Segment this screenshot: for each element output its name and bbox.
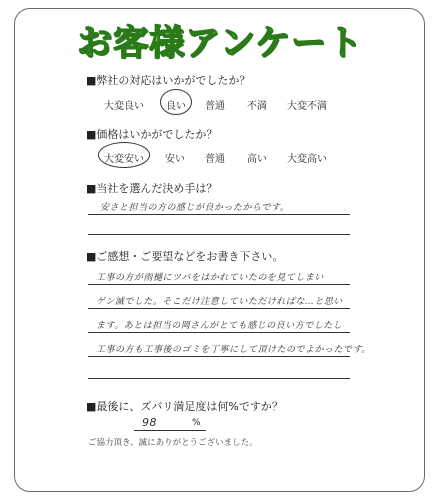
option-dissatisfied: 不満 — [247, 101, 267, 112]
survey-title: お客様アンケート — [77, 24, 364, 64]
answer-line — [88, 378, 350, 379]
option-good: 良い — [166, 101, 186, 112]
handwritten-line: 工事の方が雨樋にツバをはかれていたのを見てしまい — [96, 273, 324, 283]
answer-line — [88, 332, 350, 333]
handwritten-line: ゲン滅でした。そこだけ注意していただければな…と思い — [96, 297, 343, 307]
selected-circle — [160, 89, 192, 115]
answer-line — [88, 356, 350, 357]
question-satisfaction: ■最後に、ズバリ満足度は何%ですか？ — [86, 400, 283, 413]
question-deciding-factor: ■当社を選んだ決め手は？ — [86, 182, 218, 195]
answer-line — [88, 308, 350, 309]
option-expensive: 高い — [247, 154, 267, 165]
handwritten-line: ます。あとは担当の岡さんがとても感じの良い方でしたし — [96, 321, 343, 331]
handwritten-answer: 安さと担当の方の感じが良かったからです。 — [100, 203, 290, 213]
thank-you-note: ご協力頂き、誠にありがとうございました。 — [88, 438, 258, 448]
option-very-cheap: 大変安い — [104, 154, 144, 165]
option-very-dissatisfied: 大変不満 — [287, 101, 327, 112]
question-comments: ■ご感想・ご要望などをお書き下さい。 — [86, 250, 284, 263]
answer-line — [88, 214, 350, 215]
answer-line — [88, 234, 350, 235]
option-normal: 普通 — [205, 101, 225, 112]
percent-unit: % — [192, 418, 201, 428]
answer-line — [88, 284, 350, 285]
option-cheap: 安い — [165, 154, 185, 165]
handwritten-percentage: 98 — [142, 416, 157, 429]
selected-circle — [98, 142, 150, 168]
option-very-expensive: 大変高い — [287, 154, 327, 165]
question-service: ■弊社の対応はいかがでしたか？ — [86, 74, 251, 87]
handwritten-line: 工事の方も工事後のゴミを丁寧にして頂けたのでよかったです。 — [96, 345, 371, 355]
answer-line — [134, 430, 206, 431]
option-very-good: 大変良い — [104, 101, 144, 112]
question-price: ■価格はいかがでしたか？ — [86, 128, 218, 141]
option-normal: 普通 — [205, 154, 225, 165]
